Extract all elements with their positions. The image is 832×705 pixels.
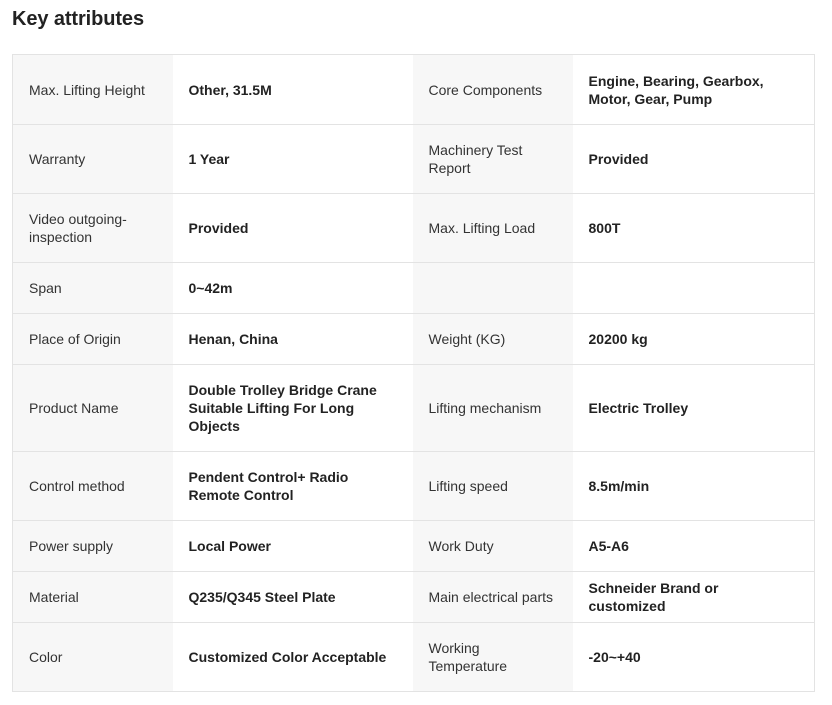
attribute-label: Main electrical parts: [413, 572, 573, 623]
table-row: [13, 194, 815, 263]
table-row: [13, 314, 815, 365]
attribute-value: [573, 263, 815, 314]
attribute-value: Local Power: [173, 521, 413, 572]
attribute-label: Span: [13, 263, 173, 314]
attribute-value: Customized Color Acceptable: [173, 623, 413, 692]
attribute-value: 20200 kg: [573, 314, 815, 365]
attribute-value: 800T: [573, 194, 815, 263]
attribute-label: Power supply: [13, 521, 173, 572]
attribute-value: Double Trolley Bridge Crane Suitable Lifting For Long Objects: [173, 365, 413, 452]
attribute-value: 0~42m: [173, 263, 413, 314]
attribute-label: Material: [13, 572, 173, 623]
attribute-value: Henan, China: [173, 314, 413, 365]
attribute-label: [413, 263, 573, 314]
attribute-value: Schneider Brand or customized: [573, 572, 815, 623]
table-row: [13, 572, 815, 623]
attribute-label: Work Duty: [413, 521, 573, 572]
attribute-label: Place of Origin: [13, 314, 173, 365]
attribute-label: Machinery Test Report: [413, 125, 573, 194]
attribute-label: Warranty: [13, 125, 173, 194]
attribute-value: Pendent Control+ Radio Remote Control: [173, 452, 413, 521]
attribute-value: -20~+40: [573, 623, 815, 692]
key-attributes-table: [12, 54, 815, 692]
attribute-label: Color: [13, 623, 173, 692]
attribute-label: Max. Lifting Load: [413, 194, 573, 263]
attribute-value: Engine, Bearing, Gearbox, Motor, Gear, Pump: [573, 55, 815, 125]
attribute-label: Weight (KG): [413, 314, 573, 365]
attribute-label: Lifting speed: [413, 452, 573, 521]
table-row: [13, 365, 815, 452]
table-row: [13, 623, 815, 692]
attribute-label: Lifting mechanism: [413, 365, 573, 452]
attribute-value: Other, 31.5M: [173, 55, 413, 125]
attribute-label: Core Components: [413, 55, 573, 125]
attribute-value: 1 Year: [173, 125, 413, 194]
table-row: [13, 452, 815, 521]
table-row: [13, 263, 815, 314]
attribute-value: Provided: [573, 125, 815, 194]
attribute-value: 8.5m/min: [573, 452, 815, 521]
attribute-label: Working Temperature: [413, 623, 573, 692]
table-row: [13, 521, 815, 572]
attribute-value: Electric Trolley: [573, 365, 815, 452]
attribute-label: Max. Lifting Height: [13, 55, 173, 125]
attribute-label: Control method: [13, 452, 173, 521]
attribute-value: Q235/Q345 Steel Plate: [173, 572, 413, 623]
table-row: [13, 55, 815, 125]
attribute-label: Video outgoing-inspection: [13, 194, 173, 263]
attribute-label: Product Name: [13, 365, 173, 452]
section-title: Key attributes: [12, 8, 144, 30]
table-row: [13, 125, 815, 194]
attribute-value: A5-A6: [573, 521, 815, 572]
attribute-value: Provided: [173, 194, 413, 263]
